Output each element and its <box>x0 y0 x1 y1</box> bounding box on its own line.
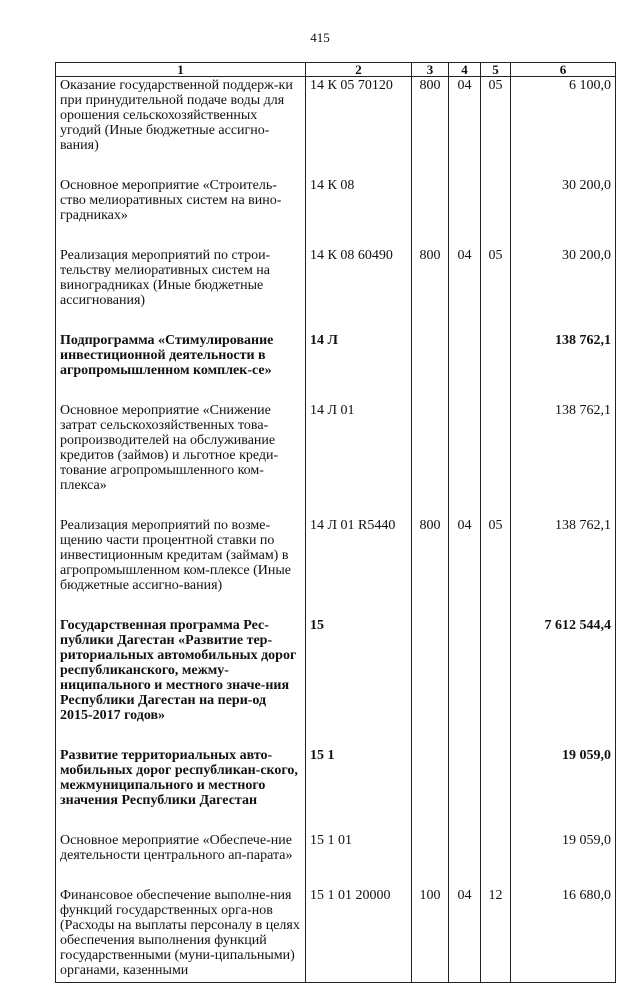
row-code: 14 К 08 60490 <box>306 247 412 332</box>
row-code: 15 <box>306 617 412 747</box>
row-subsection: 05 <box>481 517 511 617</box>
row-subsection: 12 <box>481 887 511 983</box>
row-name: Государственная программа Рес-публики Дагестан «Развитие тер-риториальных автомобильных дорог республиканского, межму-ниципального и местного значе-ния Республики Дагестан на пери-од 2015-2017 годов» <box>56 617 306 747</box>
budget-table <box>55 62 616 983</box>
row-code: 14 К 05 70120 <box>306 77 412 178</box>
table-row <box>56 887 616 983</box>
table-row <box>56 832 616 887</box>
page-number: 415 <box>310 30 330 45</box>
table-row <box>56 247 616 332</box>
row-subsection <box>481 617 511 747</box>
row-name: Финансовое обеспечение выполне-ния функций государственных орга-нов (Расходы на выплаты персоналу в целях обеспечения выполнения функций государственными (муни-ципальными) органами, казенными <box>56 887 306 983</box>
row-code: 14 Л 01 R5440 <box>306 517 412 617</box>
row-subsection <box>481 332 511 402</box>
row-name: Развитие территориальных авто-мобильных дорог республикан-ского, межмуниципального и местного значения Республики Дагестан <box>56 747 306 832</box>
row-section <box>449 177 481 247</box>
row-section: 04 <box>449 247 481 332</box>
column-header-code: 2 <box>306 63 412 77</box>
row-expense-type <box>412 832 449 887</box>
row-amount: 138 762,1 <box>511 402 616 517</box>
row-expense-type: 800 <box>412 517 449 617</box>
row-code: 15 1 01 <box>306 832 412 887</box>
table-row <box>56 332 616 402</box>
row-subsection <box>481 177 511 247</box>
row-name: Подпрограмма «Стимулирование инвестиционной деятельности в агропромышленном комплек-се» <box>56 332 306 402</box>
table-row <box>56 177 616 247</box>
row-expense-type: 800 <box>412 77 449 178</box>
table-row <box>56 517 616 617</box>
row-name: Основное мероприятие «Строитель-ство мелиоративных систем на вино-градниках» <box>56 177 306 247</box>
row-name: Основное мероприятие «Снижение затрат сельскохозяйственных това-ропроизводителей на обслуживание кредитов (займов) и льготное креди-тование агропромышленного ком-плекса» <box>56 402 306 517</box>
row-name: Реализация мероприятий по строи-тельству мелиоративных систем на виноградниках (Иные бюджетные ассигнования) <box>56 247 306 332</box>
row-section <box>449 617 481 747</box>
column-header-pr: 5 <box>481 63 511 77</box>
row-amount: 138 762,1 <box>511 517 616 617</box>
row-section: 04 <box>449 887 481 983</box>
row-section <box>449 402 481 517</box>
row-amount: 6 100,0 <box>511 77 616 178</box>
row-expense-type: 800 <box>412 247 449 332</box>
row-name: Реализация мероприятий по возме-щению части процентной ставки по инвестиционным кредитам (займам) в агропромышленном ком-плексе (Иные бюджетные ассигно-вания) <box>56 517 306 617</box>
row-amount: 138 762,1 <box>511 332 616 402</box>
row-expense-type <box>412 177 449 247</box>
row-expense-type <box>412 747 449 832</box>
table-row <box>56 747 616 832</box>
table-row <box>56 617 616 747</box>
row-expense-type <box>412 402 449 517</box>
row-section: 04 <box>449 517 481 617</box>
table-row <box>56 402 616 517</box>
row-amount: 19 059,0 <box>511 832 616 887</box>
row-section <box>449 747 481 832</box>
row-expense-type: 100 <box>412 887 449 983</box>
row-code: 14 Л 01 <box>306 402 412 517</box>
table-header-row <box>56 63 616 77</box>
row-code: 15 1 01 20000 <box>306 887 412 983</box>
column-header-name: 1 <box>56 63 306 77</box>
row-code: 15 1 <box>306 747 412 832</box>
row-subsection: 05 <box>481 247 511 332</box>
row-amount: 19 059,0 <box>511 747 616 832</box>
row-name: Основное мероприятие «Обеспече-ние деятельности центрального ап-парата» <box>56 832 306 887</box>
row-expense-type <box>412 617 449 747</box>
row-section: 04 <box>449 77 481 178</box>
row-amount: 30 200,0 <box>511 177 616 247</box>
row-amount: 30 200,0 <box>511 247 616 332</box>
row-section <box>449 832 481 887</box>
row-subsection <box>481 402 511 517</box>
table-row <box>56 77 616 178</box>
column-header-sum: 6 <box>511 63 616 77</box>
row-amount: 16 680,0 <box>511 887 616 983</box>
row-expense-type <box>412 332 449 402</box>
row-amount: 7 612 544,4 <box>511 617 616 747</box>
row-code: 14 Л <box>306 332 412 402</box>
column-header-vr: 3 <box>412 63 449 77</box>
row-subsection <box>481 832 511 887</box>
row-section <box>449 332 481 402</box>
row-name: Оказание государственной поддерж-ки при принудительной подаче воды для орошения сельскохозяйственных угодий (Иные бюджетные ассигно-вания) <box>56 77 306 178</box>
row-subsection: 05 <box>481 77 511 178</box>
row-subsection <box>481 747 511 832</box>
column-header-rz: 4 <box>449 63 481 77</box>
row-code: 14 К 08 <box>306 177 412 247</box>
